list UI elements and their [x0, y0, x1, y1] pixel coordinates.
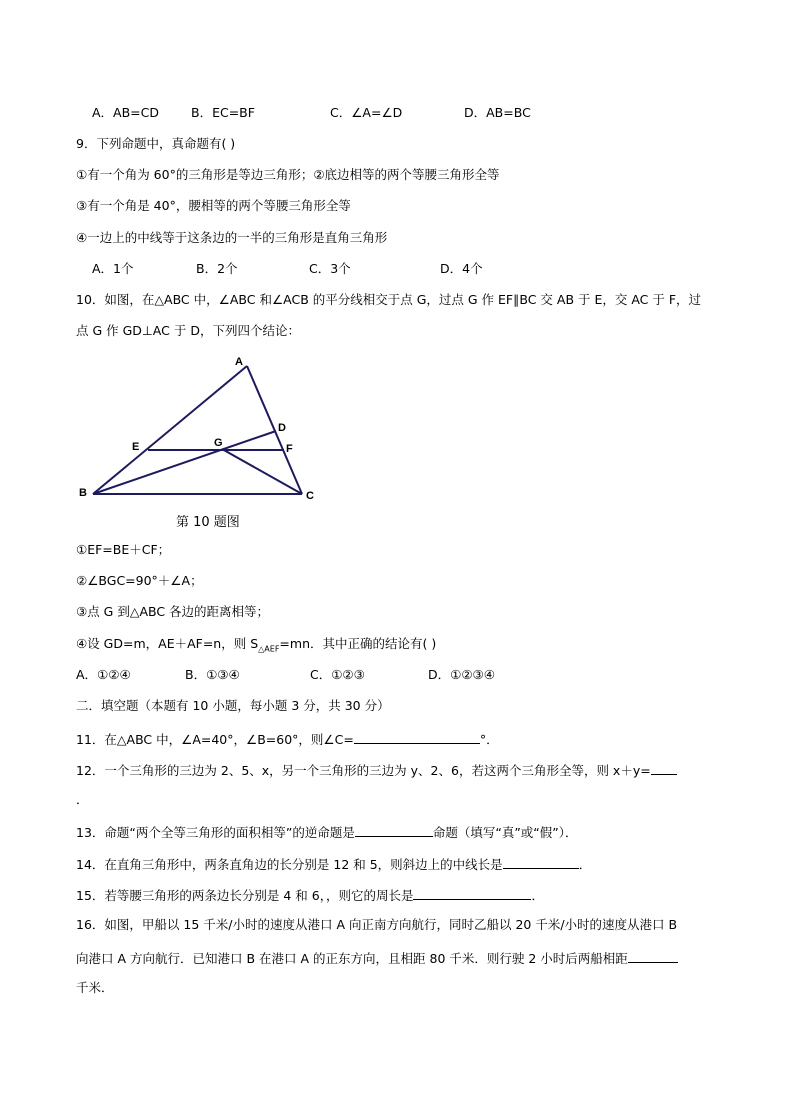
q13 [76, 823, 578, 841]
q9-item-1: ①有一个角为 60°的三角形是等边三角形；②底边相等的两个等腰三角形全等 [76, 167, 500, 182]
q10-option-c: C．①②③ [310, 667, 365, 682]
q10-conclusion-3: ③点 G 到△ABC 各边的距离相等； [76, 604, 270, 619]
q10-conclusion-4 [76, 636, 436, 658]
q12-answer-blank[interactable] [651, 761, 677, 775]
q12-text: 12．一个三角形的三边为 2、5、x，另一个三角形的三边为 y、2、6，若这两个三角形全等，则 x＋y= [76, 763, 651, 778]
q9-item-3: ④一边上的中线等于这条边的一半的三角形是直角三角形 [76, 230, 388, 245]
q10-conclusion-1: ①EF=BE＋CF； [76, 542, 171, 557]
q10-triangle-figure [76, 352, 326, 512]
q11 [76, 730, 499, 748]
q16-line1: 16．如图，甲船以 15 千米/小时的速度从港口 A 向正南方向航行，同时乙船以 20 千米/小时的速度从港口 B [76, 917, 678, 932]
side-ac [247, 366, 302, 494]
q10-conclusion-2: ②∠BGC=90°＋∠A； [76, 573, 203, 588]
label-g: G [214, 437, 223, 449]
q9-option-b: B．2个 [196, 261, 238, 276]
segment-gc [222, 449, 302, 494]
q8-option-d: D．AB=BC [464, 105, 531, 120]
q12 [76, 761, 677, 779]
q15-suffix: ． [531, 888, 544, 903]
q11-prefix: 11．在△ABC 中，∠A=40°，∠B=60°，则∠C= [76, 732, 354, 747]
q10-figure-caption: 第 10 题图 [176, 515, 240, 530]
q10-c4-prefix: ④设 GD=m，AE＋AF=n，则 S [76, 636, 259, 651]
q15-answer-blank[interactable] [413, 886, 531, 900]
q8-option-b: B．EC=BF [191, 105, 255, 120]
q13-prefix: 13．命题“两个全等三角形的面积相等”的逆命题是 [76, 825, 355, 840]
q16-line2 [76, 949, 678, 967]
q15 [76, 886, 544, 904]
q16-line3: 千米． [76, 980, 114, 995]
label-a: A [235, 356, 243, 368]
q9-option-a: A．1个 [92, 261, 134, 276]
q14-prefix: 14．在直角三角形中，两条直角边的长分别是 12 和 5，则斜边上的中线长是 [76, 857, 503, 872]
section-2-title: 二．填空题（本题有 10 小题，每小题 3 分，共 30 分） [76, 698, 390, 713]
label-d: D [278, 422, 286, 434]
q8-option-c: C．∠A=∠D [330, 105, 403, 120]
q16-line2-text: 向港口 A 方向航行．已知港口 B 在港口 A 的正东方向，且相距 80 千米．则行驶 2 小时后两船相距 [76, 951, 628, 966]
q9-item-2: ③有一个角是 40°，腰相等的两个等腰三角形全等 [76, 198, 351, 213]
side-ab [93, 366, 247, 494]
segment-bd [93, 431, 276, 494]
q8-option-a: A．AB=CD [92, 105, 160, 120]
q10-c4-suffix: =mn．其中正确的结论有( ) [279, 636, 437, 651]
label-e: E [132, 441, 140, 453]
q14-suffix: ． [578, 857, 592, 872]
q12-line2: ． [76, 792, 89, 807]
label-f: F [286, 443, 293, 455]
q10-option-b: B．①③④ [185, 667, 240, 682]
q13-suffix: 命题（填写“真”或“假”）． [432, 825, 578, 840]
label-c: C [306, 490, 314, 502]
q13-answer-blank[interactable] [355, 823, 433, 837]
q10-stem-line2: 点 G 作 GD⊥AC 于 D，下列四个结论： [76, 323, 300, 338]
q10-option-d: D．①②③④ [428, 667, 495, 682]
q9-option-d: D．4个 [440, 261, 483, 276]
q14 [76, 855, 591, 873]
q9-option-c: C．3个 [309, 261, 351, 276]
q11-answer-blank[interactable] [354, 730, 480, 744]
label-b: B [79, 487, 87, 499]
q10-stem-line1: 10．如图，在△ABC 中，∠ABC 和∠ACB 的平分线相交于点 G，过点 G 作 EF∥BC 交 AB 于 E，交 AC 于 F，过 [76, 292, 702, 307]
q15-prefix: 15．若等腰三角形的两条边长分别是 4 和 6，，则它的周长是 [76, 888, 414, 903]
q14-answer-blank[interactable] [503, 855, 579, 869]
q10-option-a: A．①②④ [76, 667, 131, 682]
q9-stem: 9．下列命题中，真命题有( ) [76, 136, 236, 151]
q10-c4-sub: △AEF [258, 644, 280, 654]
q16-answer-blank[interactable] [628, 949, 678, 963]
q11-suffix: °． [479, 732, 499, 747]
